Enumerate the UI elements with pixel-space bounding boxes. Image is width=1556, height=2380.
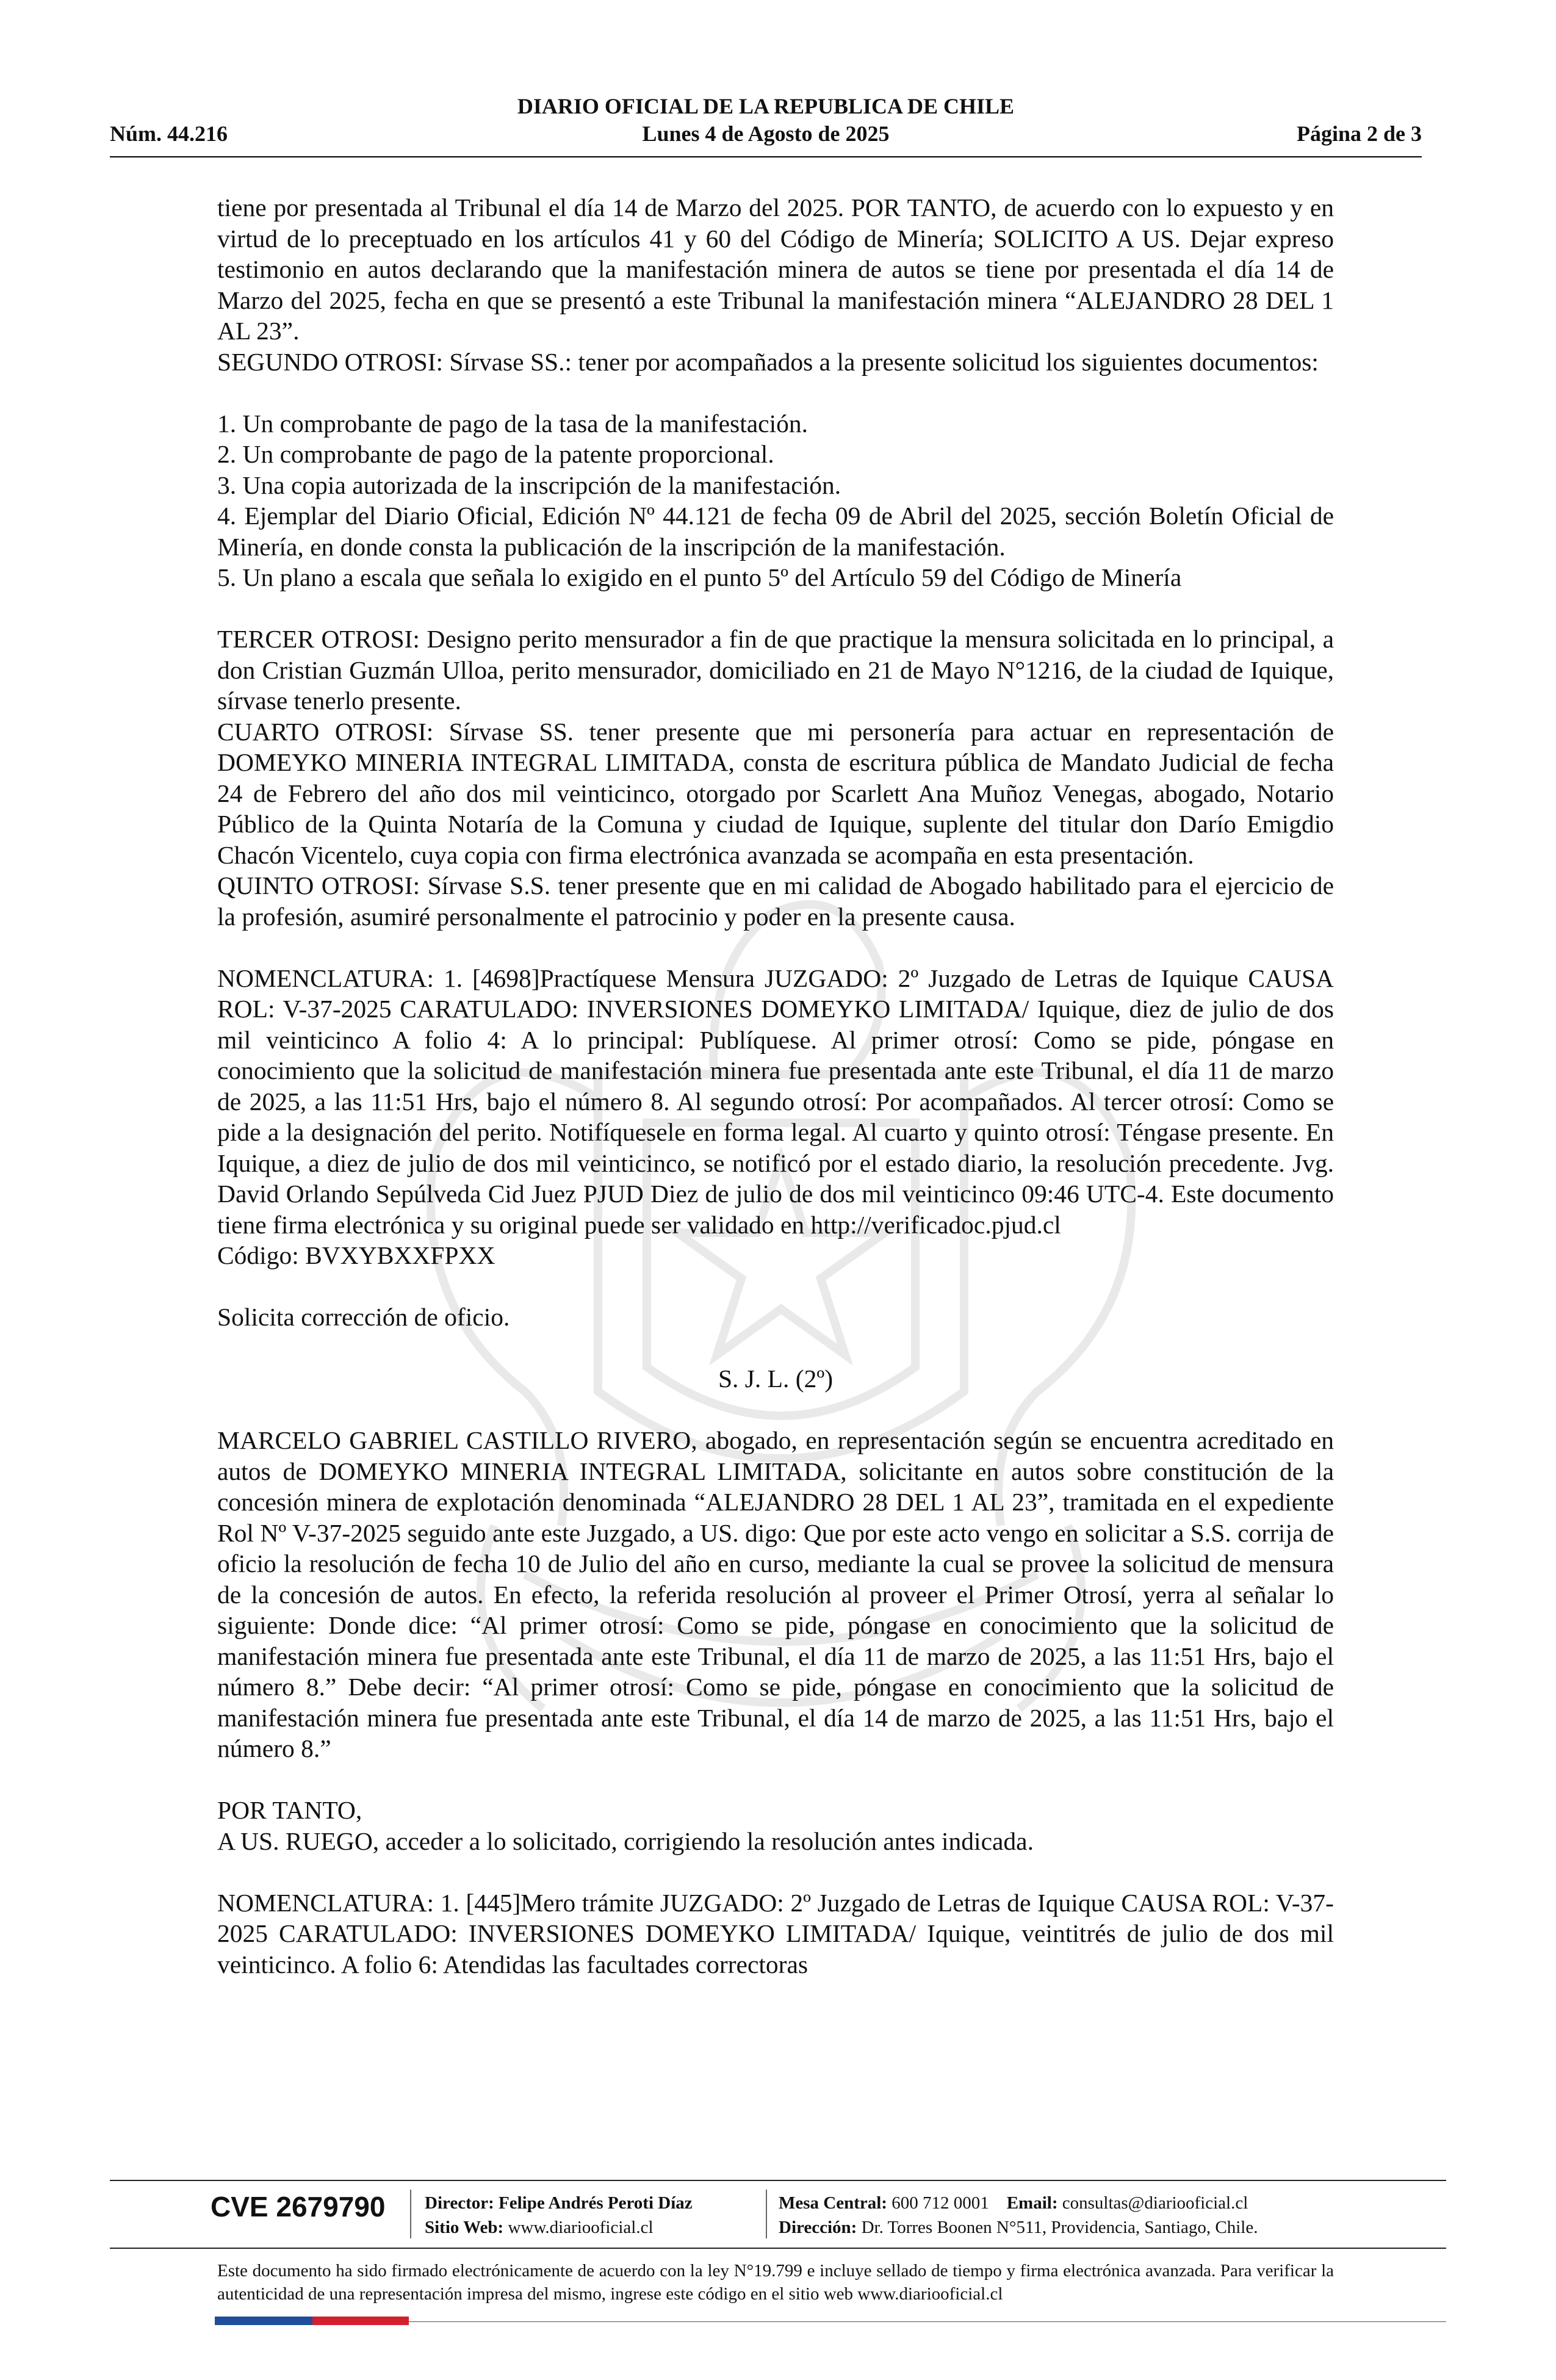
list-item-document: 3. Una copia autorizada de la inscripción de la manifestación. xyxy=(217,471,841,499)
footer-divider-bottom xyxy=(409,2321,1446,2322)
paragraph-segundo-otrosi: SEGUNDO OTROSI: Sírvase SS.: tener por acompañados a la presente solicitud los siguientes documentos: xyxy=(217,347,1319,376)
paragraph-marcelo: MARCELO GABRIEL CASTILLO RIVERO, abogado, en representación según se encuentra acreditado en autos de DOMEYKO MINERIA INTEGRAL LIMITADA, solicitante en autos sobre constitución de la concesión minera de explotación denominada “ALEJANDRO 28 DEL 1 AL 23”, tramitada en el expediente Rol Nº V-37-2025 seguido ante este Juzgado, a US. digo: Que por este acto vengo en solicitar a S.S. corrija de oficio la resolución de fecha 10 de Julio del año en curso, mediante la cual se provee la solicitud de mensura de la concesión de autos. En efecto, la referida resolución al proveer el Primer Otrosí, yerra al señalar lo siguiente: Donde dice: “Al primer otrosí: Como se pide, póngase en conocimiento que la solicitud de manifestación minera fue presentada ante este Tribunal, el día 11 de marzo de 2025, a las 11:51 Hrs, bajo el número 8.” Debe decir: “Al primer otrosí: Como se pide, póngase en conocimiento que la solicitud de manifestación minera fue presentada ante este Tribunal, el día 14 de marzo de 2025, a las 11:51 Hrs, bajo el número 8.” xyxy=(217,1426,1334,1762)
paragraph-quinto-otrosi: QUINTO OTROSI: Sírvase S.S. tener presente que en mi calidad de Abogado habilitado para el ejercicio de la profesión, asumiré personalmente el patrocinio y poder en la presente causa. xyxy=(217,871,1334,931)
footer-director-block xyxy=(425,2191,693,2240)
chile-flag-stripe xyxy=(215,2317,409,2325)
flag-blue-segment xyxy=(215,2317,312,2325)
paragraph-nomenclatura-1: NOMENCLATURA: 1. [4698]Practíquese Mensura JUZGADO: 2º Juzgado de Letras de Iquique CAUSA ROL: V-37-2025 CARATULADO: INVERSIONES DOMEYKO LIMITADA/ Iquique, diez de julio de dos mil veinticinco A folio 4: A lo principal: Publíquese. Al primer otrosí: Como se pide, póngase en conocimiento que la solicitud de manifestación minera fue presentada ante este Tribunal, el día 11 de marzo de 2025, a las 11:51 Hrs, bajo el número 8. Al segundo otrosí: Por acompañados. Al tercer otrosí: Como se pide a la designación del perito. Notifíquesele en forma legal. Al cuarto y quinto otrosí: Téngase presente. En Iquique, a diez de julio de dos mil veinticinco, se notificó por el estado diario, la resolución precedente. Jvg. David Orlando Sepúlveda Cid Juez PJUD Diez de julio de dos mil veinticinco 09:46 UTC-4. Este documento tiene firma electrónica y su original puede ser validado en http://verificadoc.pjud.cl xyxy=(217,964,1334,1239)
paragraph-solicito: tiene por presentada al Tribunal el día 14 de Marzo del 2025. POR TANTO, de acuerdo con lo expuesto y en virtud de lo preceptuado en los artículos 41 y 60 del Código de Minería; SOLICITO A US. Dejar expreso testimonio en autos declarando que la manifestación minera de autos se tiene por presentada el día 14 de Marzo del 2025, fecha en que se presentó a este Tribunal la manifestación minera “ALEJANDRO 28 DEL 1 AL 23”. xyxy=(217,193,1334,345)
footer-divider-middle xyxy=(110,2248,1446,2249)
email-label: Email: xyxy=(1006,2193,1058,2213)
director-name: Felipe Andrés Peroti Díaz xyxy=(499,2193,693,2213)
list-item-document: 4. Ejemplar del Diario Oficial, Edición Nº 44.121 de fecha 09 de Abril del 2025, sección Boletín Oficial de Minería, en donde consta la publicación de la inscripción de la manifestación. xyxy=(217,502,1334,561)
paragraph-por-tanto: POR TANTO, xyxy=(217,1796,362,1824)
paragraph-cuarto-otrosi: CUARTO OTROSI: Sírvase SS. tener presente que mi personería para actuar en representación de DOMEYKO MINERIA INTEGRAL LIMITADA, consta de escritura pública de Mandato Judicial de fecha 24 de Febrero del año dos mil veinticinco, otorgado por Scarlett Ana Muñoz Venegas, abogado, Notario Público de la Quinta Notaría de la Comuna y ciudad de Iquique, suplente del titular don Darío Emigdio Chacón Vicentelo, cuya copia con firma electrónica avanzada se acompaña en esta presentación. xyxy=(217,717,1334,869)
email-link[interactable]: consultas@diariooficial.cl xyxy=(1062,2193,1248,2213)
director-label: Director: xyxy=(425,2193,494,2213)
flag-red-segment xyxy=(312,2317,409,2325)
paragraph-ruego: A US. RUEGO, acceder a lo solicitado, corrigiendo la resolución antes indicada. xyxy=(217,1826,1034,1855)
page-header xyxy=(110,93,1422,148)
paragraph-solicita: Solicita corrección de oficio. xyxy=(217,1303,510,1331)
cve-code: CVE 2679790 xyxy=(211,2191,386,2223)
address-label: Dirección: xyxy=(779,2218,857,2237)
website-label: Sitio Web: xyxy=(425,2218,504,2237)
mesa-phone: 600 712 0001 xyxy=(891,2193,989,2213)
header-divider xyxy=(110,156,1422,157)
footer-separator xyxy=(410,2190,411,2238)
list-item-document: 2. Un comprobante de pago de la patente proporcional. xyxy=(217,440,774,468)
mesa-label: Mesa Central: xyxy=(779,2193,887,2213)
paragraph-tercer-otrosi: TERCER OTROSI: Designo perito mensurador a fin de que practique la mensura solicitada en lo principal, a don Cristian Guzmán Ulloa, perito mensurador, domiciliado en 21 de Mayo N°1216, de la ciudad de Iquique, sírvase tenerlo presente. xyxy=(217,625,1334,715)
issue-number: Núm. 44.216 xyxy=(110,121,228,146)
issue-date: Lunes 4 de Agosto de 2025 xyxy=(642,121,890,146)
footer-divider-top xyxy=(110,2180,1446,2181)
legal-notice: Este documento ha sido firmado electrónicamente de acuerdo con la ley N°19.799 e incluye sellado de tiempo y firma electrónica avanzada. Para verificar la autenticidad de una representación impresa del mismo, ingrese este código en el sitio web www.diariooficial.cl xyxy=(217,2261,1334,2304)
verification-code: Código: BVXYBXXFPXX xyxy=(217,1241,495,1269)
website-link[interactable]: www.diariooficial.cl xyxy=(508,2218,654,2237)
footer-separator xyxy=(766,2190,767,2238)
list-item-document: 5. Un plano a escala que señala lo exigido en el punto 5º del Artículo 59 del Código de Minería xyxy=(217,563,1182,591)
list-item-document: 1. Un comprobante de pago de la tasa de la manifestación. xyxy=(217,409,808,438)
page-number: Página 2 de 3 xyxy=(1296,121,1422,146)
newspaper-title: DIARIO OFICIAL DE LA REPUBLICA DE CHILE xyxy=(517,94,1015,118)
court-heading: S. J. L. (2º) xyxy=(718,1365,834,1393)
address-text: Dr. Torres Boonen N°511, Providencia, Santiago, Chile. xyxy=(861,2218,1258,2237)
document-body xyxy=(217,192,1334,1980)
footer-contact-block xyxy=(779,2191,1258,2240)
paragraph-nomenclatura-2: NOMENCLATURA: 1. [445]Mero trámite JUZGADO: 2º Juzgado de Letras de Iquique CAUSA ROL: V-37-2025 CARATULADO: INVERSIONES DOMEYKO LIMITADA/ Iquique, veintitrés de julio de dos mil veinticinco. A folio 6: Atendidas las facultades correctoras xyxy=(217,1888,1334,1978)
